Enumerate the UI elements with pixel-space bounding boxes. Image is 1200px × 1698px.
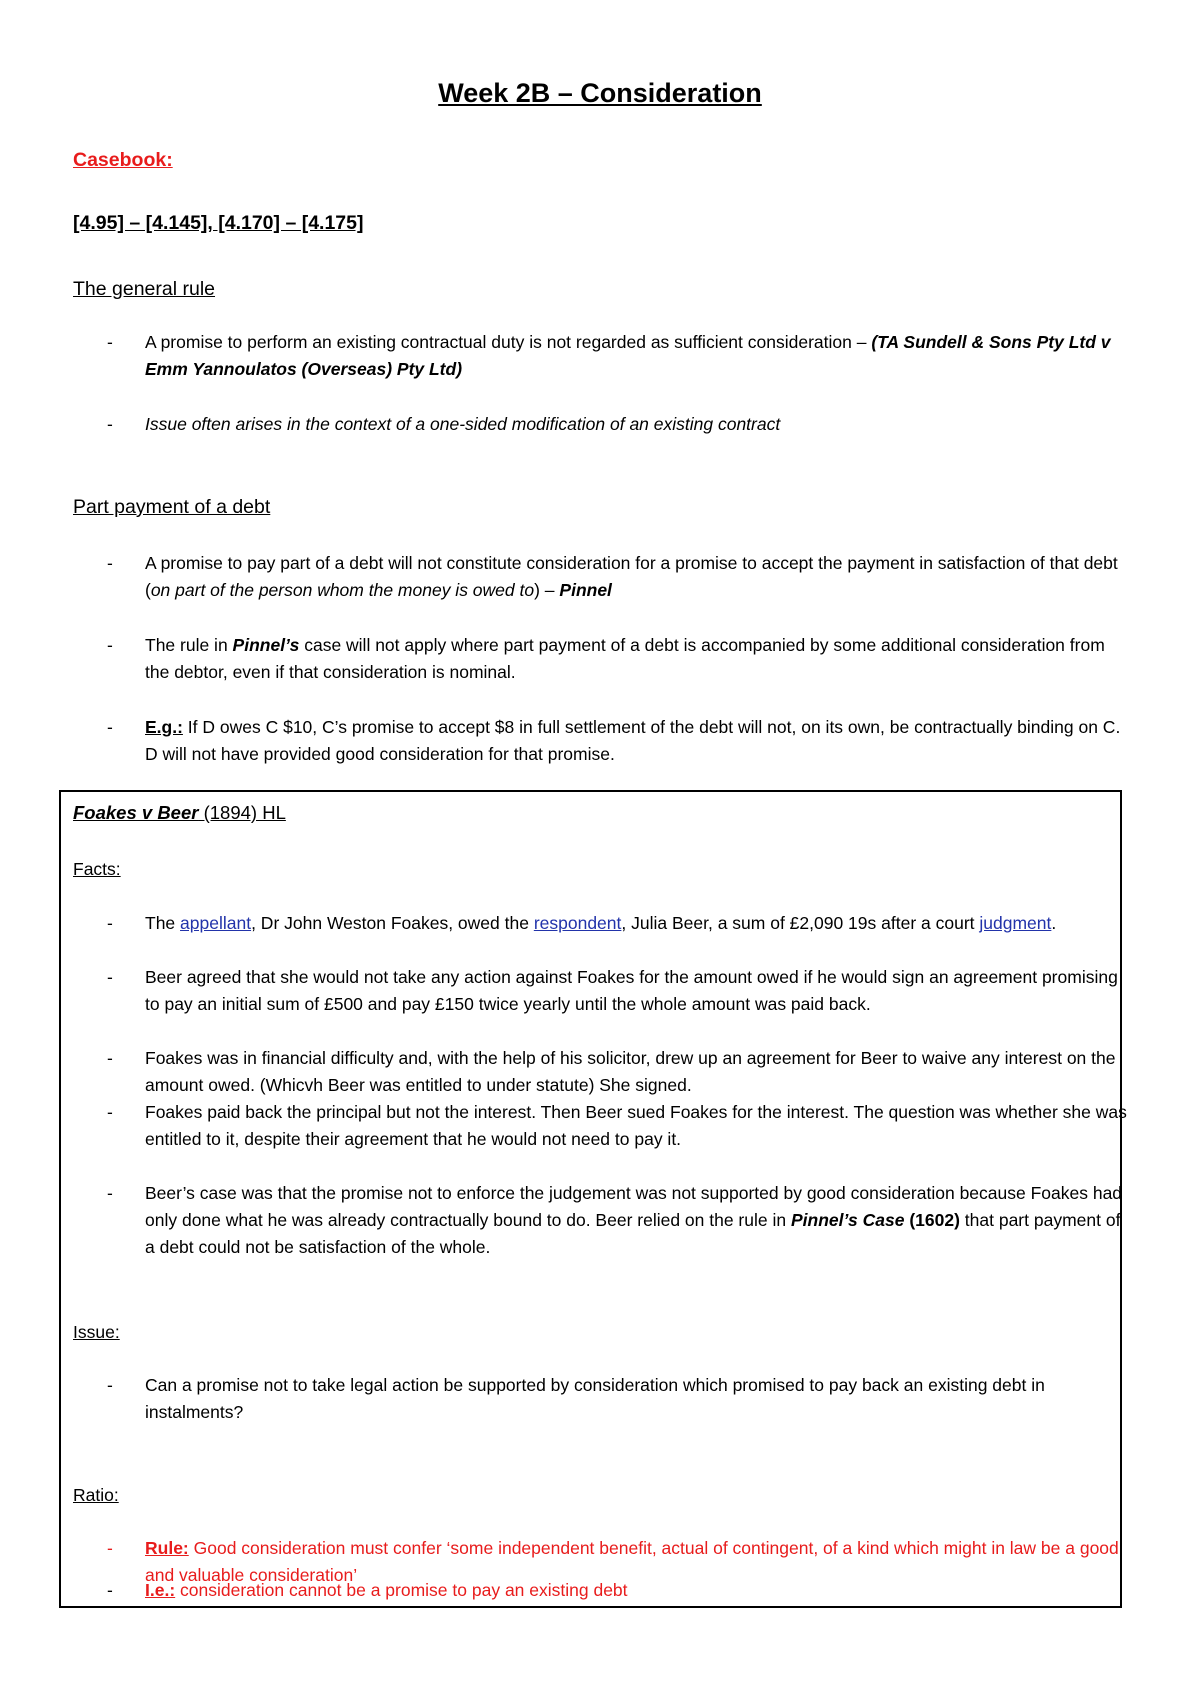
bullet-dash: -	[107, 553, 113, 573]
list-item	[97, 1045, 1127, 1099]
bullet-text: Beer’s case was that the promise not to enforce the judgement was not supported by good consideration because Foakes had only done what he was already contractually bound to do. Beer relied on the rule in Pinnel’s Case (1602) that part payment of a debt could not be satisfaction of the whole.	[145, 1183, 1123, 1257]
bullet-dash: -	[107, 635, 113, 655]
bullet-text: Can a promise not to take legal action be supported by consideration which promised to pay back an existing debt in instalments?	[145, 1375, 1045, 1422]
bullet-text: Rule: Good consideration must confer ‘some independent benefit, actual of contingent, of a kind which might in law be a good and valuable consideration’	[145, 1538, 1119, 1585]
issue-label: Issue:	[73, 1322, 120, 1342]
bullet-dash: -	[107, 1048, 113, 1068]
bullet-dash: -	[107, 1538, 113, 1558]
list-item	[97, 714, 1127, 768]
bullet-text: Foakes paid back the principal but not the interest. Then Beer sued Foakes for the interest. The question was whether she was entitled to it, despite their agreement that he would not need to pay it.	[145, 1102, 1127, 1149]
bullet-dash: -	[107, 1183, 113, 1203]
bullet-text: Foakes was in financial difficulty and, with the help of his solicitor, drew up an agreement for Beer to waive any interest on the amount owed. (Whicvh Beer was entitled to under statute) She signed.	[145, 1048, 1116, 1095]
bullet-dash: -	[107, 967, 113, 987]
bullet-dash: -	[107, 1375, 113, 1395]
bullet-dash: -	[107, 717, 113, 737]
casebook-label: Casebook:	[73, 149, 173, 171]
bullet-dash: -	[107, 1580, 113, 1600]
case-title: Foakes v Beer (1894) HL	[73, 802, 286, 823]
list-item	[97, 1099, 1127, 1153]
bullet-text: Issue often arises in the context of a one-sided modification of an existing contract	[145, 414, 781, 434]
bullet-text: The rule in Pinnel’s case will not apply where part payment of a debt is accompanied by some additional consideration from the debtor, even if that consideration is nominal.	[145, 635, 1105, 682]
casebook-reference: [4.95] – [4.145], [4.170] – [4.175]	[73, 212, 364, 234]
respondent-link[interactable]: respondent	[533, 913, 622, 933]
bullet-text: A promise to perform an existing contractual duty is not regarded as sufficient consideration – (TA Sundell & Sons Pty Ltd v Emm Yannoulatos (Overseas) Pty Ltd)	[145, 332, 1111, 379]
judgment-link[interactable]: judgment	[979, 913, 1052, 933]
list-item	[97, 910, 1127, 937]
list-item	[97, 1180, 1127, 1261]
list-item	[97, 1577, 1127, 1604]
bullet-dash: -	[107, 1102, 113, 1122]
list-item	[97, 1372, 1127, 1426]
list-item	[97, 329, 1127, 383]
bullet-text: I.e.: consideration cannot be a promise to pay an existing debt	[145, 1580, 628, 1600]
bullet-dash: -	[107, 414, 113, 434]
page-title: Week 2B – Consideration	[438, 78, 762, 108]
ratio-label: Ratio:	[73, 1485, 119, 1505]
list-item	[97, 632, 1127, 686]
bullet-text: E.g.: If D owes C $10, C’s promise to accept $8 in full settlement of the debt will not, on its own, be contractually binding on C. D will not have provided good consideration for that promise.	[145, 717, 1121, 764]
bullet-dash: -	[107, 332, 113, 352]
bullet-text: The appellant, Dr John Weston Foakes, owed the respondent, Julia Beer, a sum of £2,090 19s after a court judgment.	[145, 913, 1057, 933]
appellant-link[interactable]: appellant	[180, 913, 252, 933]
general-rule-heading: The general rule	[73, 278, 216, 300]
list-item	[97, 411, 1127, 438]
bullet-dash: -	[107, 913, 113, 933]
list-item	[97, 964, 1127, 1018]
part-payment-heading: Part payment of a debt	[73, 496, 271, 518]
list-item	[97, 550, 1127, 604]
facts-label: Facts:	[73, 859, 121, 879]
bullet-text: A promise to pay part of a debt will not constitute consideration for a promise to accept the payment in satisfaction of that debt (on part of the person whom the money is owed to) – Pinnel	[145, 553, 1118, 600]
bullet-text: Beer agreed that she would not take any action against Foakes for the amount owed if he would sign an agreement promising to pay an initial sum of £500 and pay £150 twice yearly until the whole amount was paid back.	[145, 967, 1118, 1014]
